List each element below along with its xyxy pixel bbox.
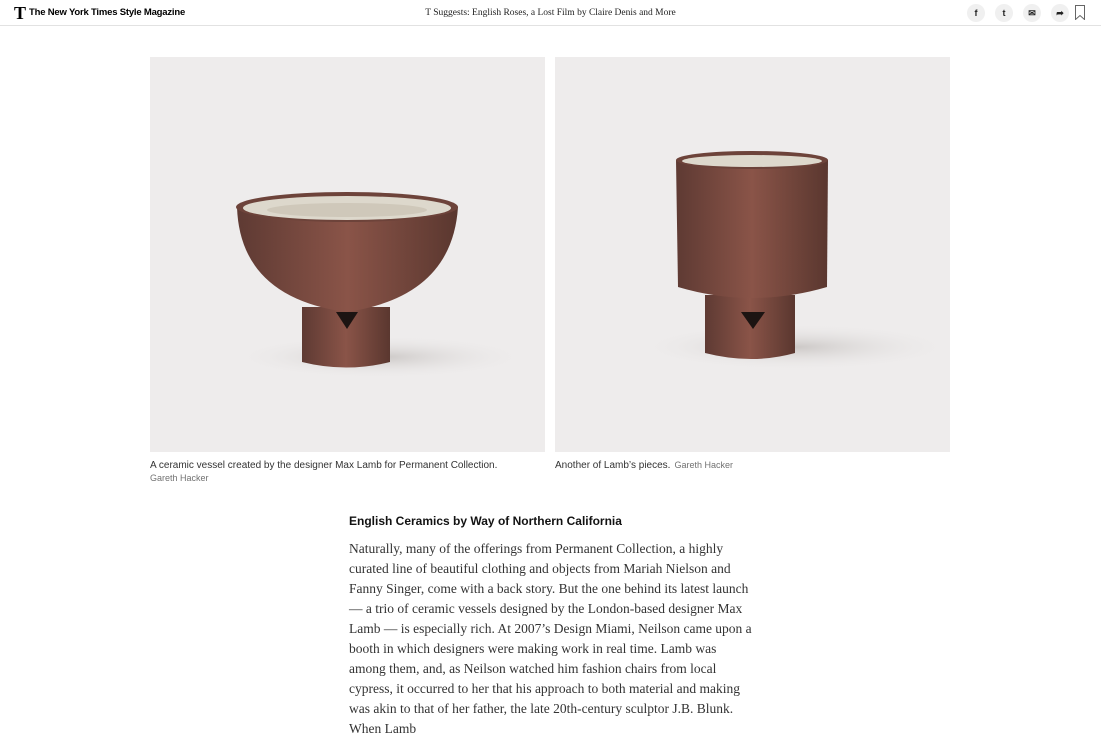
caption-text: A ceramic vessel created by the designer Max Lamb for Permanent Collection. [150,460,498,471]
share-icon[interactable]: ➦ [1051,4,1069,22]
photo-ceramic-cup [555,57,950,452]
bookmark-icon[interactable] [1075,5,1085,20]
brand-name: The New York Times Style Magazine [29,7,186,18]
photo-credit: Gareth Hacker [674,460,733,470]
t-logo-icon: T [14,3,27,23]
twitter-icon[interactable]: t [995,4,1013,22]
top-bar [0,0,1101,26]
facebook-icon[interactable]: f [967,4,985,22]
article-paragraph: Naturally, many of the offerings from Permanent Collection, a highly curated line of beautiful clothing and objects from Mariah Nielson and Fanny Singer, come with a back story. But the one behind its latest launch — a trio of ceramic vessels designed by the London-based designer Max Lamb — is especially rich. At 2007’s Design Miami, Neilson came upon a booth in which designers were making work in real time. Lamb was among them, and, as Neilson watched him fashion chairs from local cypress, it occurred to her that his approach to both material and making was akin to that of her father, the late 20th-century sculptor J.B. Blunk. When Lamb [349,541,752,736]
photo-credit: Gareth Hacker [150,473,209,483]
share-tools [967,4,1069,22]
email-icon[interactable]: ✉ [1023,4,1041,22]
photo-caption-right [555,460,950,471]
caption-text: Another of Lamb’s pieces. [555,460,671,471]
ceramic-bowl-image [150,57,545,452]
photo-ceramic-bowl [150,57,545,452]
section-subheading: English Ceramics by Way of Northern California [349,514,622,528]
photo-caption-left [150,460,545,483]
ceramic-cup-image [555,57,950,452]
article-title: T Suggests: English Roses, a Lost Film by Claire Denis and More [425,8,676,18]
